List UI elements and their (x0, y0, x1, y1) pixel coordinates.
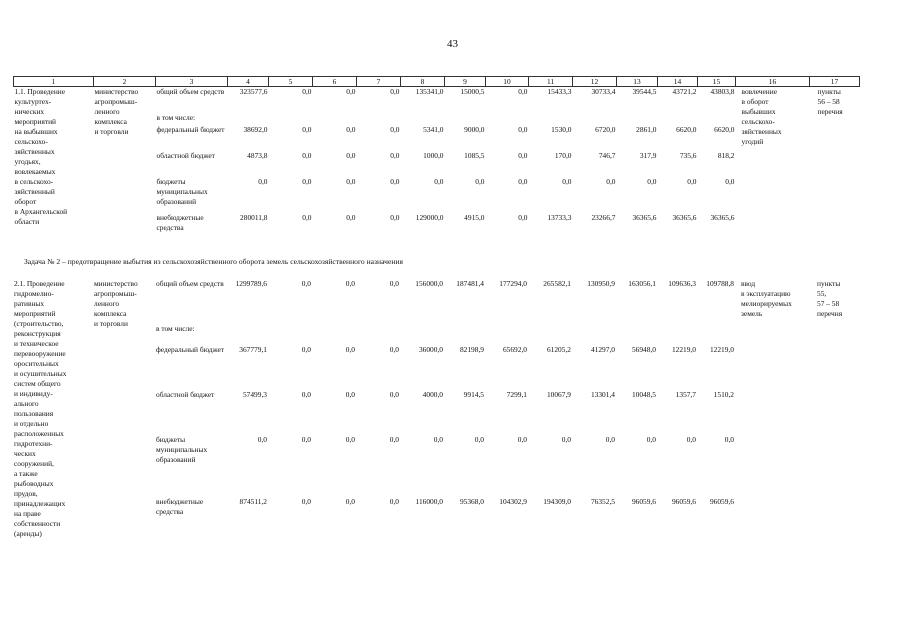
funding-value: 323577,6 (239, 87, 268, 96)
funding-value: 76352,5 (590, 497, 615, 507)
event-name-line: вовлекаемых (14, 167, 56, 176)
funding-value (268, 324, 312, 345)
funding-value: 0,0 (389, 344, 399, 354)
funding-value (313, 113, 357, 125)
event-name-line: оросительных (14, 359, 59, 368)
funding-value: 0,0 (518, 150, 528, 160)
funding-value: 1530,0 (551, 124, 572, 134)
task-2-heading: Задача № 2 – предотвращение выбытия из сельскохозяйственного оборота земель сельскохозяйственного назначения (24, 257, 403, 266)
executor-line: агропромыш- (94, 289, 137, 298)
funding-value: 0,0 (687, 176, 697, 186)
funding-value: 23266,7 (591, 212, 616, 222)
funding-value: 116000,0 (415, 497, 443, 507)
funding-value: 0,0 (346, 176, 356, 186)
list-reference-line: 56 – 58 (817, 97, 840, 106)
funding-value (444, 324, 485, 345)
funding-value: 0,0 (724, 434, 734, 444)
funding-value (485, 324, 528, 345)
funding-value: 156000,0 (415, 279, 443, 288)
funding-value: 0,0 (433, 434, 443, 444)
list-reference-line: пункты (817, 279, 841, 288)
list-reference-line: перечня (817, 309, 843, 318)
column-number-row (14, 77, 860, 87)
list-reference-line: перечня (817, 107, 843, 116)
funding-value: 109788,8 (706, 279, 734, 288)
funding-value: 0,0 (517, 434, 527, 444)
funding-value: 0,0 (474, 434, 484, 444)
executor-line: и торговли (94, 127, 129, 136)
funding-value: 0,0 (390, 212, 400, 222)
event-name-line: гидромелио- (14, 289, 54, 298)
funding-value: 280011,8 (240, 212, 268, 222)
funding-value (529, 113, 573, 125)
funding-value (228, 113, 269, 125)
event-name-line: и осушительных (14, 369, 67, 378)
funding-value: 0,0 (562, 176, 572, 186)
funding-value: 0,0 (346, 150, 356, 160)
funding-value: 0,0 (346, 124, 356, 134)
event-name-line: культуртех- (14, 97, 52, 106)
funding-value: 0,0 (389, 497, 399, 507)
event-name-line: зяйственных (14, 147, 55, 156)
event-name-line: в Архангельской (14, 207, 68, 216)
funding-value: 56948,0 (631, 344, 656, 354)
funding-value: 0,0 (301, 389, 311, 399)
funding-value: 6720,0 (595, 124, 616, 134)
event-name-line: рыбоводных (14, 479, 54, 488)
funding-value: 0,0 (390, 124, 400, 134)
funding-value: 0,0 (346, 87, 356, 96)
funding-source: общий объем средств (156, 279, 224, 288)
result-indicator-line: угодий (741, 137, 764, 146)
funding-value (572, 324, 616, 345)
funding-value: 130950,9 (587, 279, 615, 288)
result-indicator-line: мелиорируемых (741, 299, 792, 308)
column-number: 6 (313, 77, 357, 87)
funding-value (401, 113, 445, 125)
funding-value: 0,0 (302, 150, 312, 160)
funding-value: 0,0 (345, 434, 355, 444)
funding-source: в том числе: (156, 324, 195, 334)
list-reference-line: 55, (817, 289, 827, 298)
funding-source: в том числе: (156, 112, 196, 122)
funding-value: 0,0 (518, 87, 528, 96)
funding-value: 36365,6 (672, 212, 697, 222)
program-table (13, 76, 860, 237)
funding-value: 0,0 (390, 176, 400, 186)
funding-value: 82198,9 (459, 344, 484, 354)
executor-line: министерство (94, 279, 138, 288)
event-name (14, 87, 94, 237)
funding-value: 1085,5 (464, 150, 485, 160)
funding-source: федеральный бюджет (156, 344, 225, 354)
funding-value: 170,0 (554, 150, 572, 160)
funding-value: 0,0 (475, 176, 485, 186)
funding-value: 10048,5 (631, 389, 656, 399)
funding-value (616, 324, 657, 345)
funding-value: 735,6 (679, 150, 697, 160)
event-name-line: зяйственный (14, 187, 55, 196)
event-name-line: и индивиду- (14, 389, 53, 398)
column-number: 5 (269, 77, 313, 87)
event-name-line: на праве (14, 509, 41, 518)
funding-value: 0,0 (518, 176, 528, 186)
column-number: 1 (14, 77, 94, 87)
event-name-line: а также (14, 469, 38, 478)
funding-value: 0,0 (389, 279, 399, 288)
funding-source: бюджеты муниципальных образований (156, 434, 208, 464)
funding-value: 818,2 (717, 150, 735, 160)
funding-value: 0,0 (686, 434, 696, 444)
executor-line: агропромыш- (94, 97, 138, 106)
event-name-line: сельскохо- (14, 137, 48, 146)
funding-value: 9914,5 (463, 389, 484, 399)
event-name-line: реконструкция (14, 329, 61, 338)
funding-value (658, 113, 698, 125)
funding-value: 0,0 (390, 150, 400, 160)
column-number: 2 (94, 77, 156, 87)
funding-value: 95368,0 (459, 497, 484, 507)
event-name-line: собственности (14, 519, 61, 528)
event-name-line: гидротехни- (14, 439, 53, 448)
funding-value: 0,0 (302, 124, 312, 134)
event-name-line: систем общего (14, 379, 61, 388)
event-name-line: 1.1. Проведение (14, 87, 66, 96)
result-indicator-line: вовлечение (741, 87, 777, 96)
event-name-line: угодьях, (14, 157, 41, 166)
funding-value: 10067,9 (546, 389, 571, 399)
funding-value (528, 324, 572, 345)
funding-value: 61205,2 (546, 344, 571, 354)
funding-value: 36365,6 (710, 212, 735, 222)
funding-value: 96059,6 (709, 497, 734, 507)
event-name-line: мероприятий (14, 309, 56, 318)
funding-value: 13733,3 (547, 212, 572, 222)
column-number: 11 (529, 77, 573, 87)
result-indicator (735, 279, 809, 539)
result-indicator-line: в оборот (741, 97, 769, 106)
event-name (13, 279, 93, 539)
funding-row (13, 279, 859, 324)
funding-value: 0,0 (345, 497, 355, 507)
funding-value (486, 113, 529, 125)
event-name-line: оборот (14, 197, 37, 206)
event-name-line: и техническое (14, 339, 59, 348)
column-number: 15 (698, 77, 736, 87)
funding-source: областной бюджет (156, 150, 215, 160)
event-name-line: перевооружение (14, 349, 66, 358)
section-1-1 (14, 87, 860, 237)
funding-value: 0,0 (725, 176, 735, 186)
column-number: 10 (486, 77, 529, 87)
event-name-line: прудов, (14, 489, 38, 498)
result-indicator-line: сельскохо- (741, 117, 775, 126)
funding-value: 1510,2 (713, 389, 734, 399)
event-name-line: принадлежащих (14, 499, 66, 508)
funding-value: 30733,4 (591, 87, 616, 96)
funding-value: 15000,5 (460, 87, 485, 96)
funding-value: 7299,1 (506, 389, 527, 399)
funding-value: 57499,3 (242, 389, 267, 399)
result-indicator (736, 87, 810, 237)
funding-value: 0,0 (257, 434, 267, 444)
funding-value: 96059,6 (631, 497, 656, 507)
funding-value: 0,0 (647, 176, 657, 186)
funding-value (269, 113, 313, 125)
funding-value: 135341,0 (415, 87, 444, 96)
funding-value: 36365,6 (632, 212, 657, 222)
funding-value: 109636,3 (668, 279, 696, 288)
event-name-line: мероприятий (14, 117, 56, 126)
page-number: 43 (447, 38, 458, 50)
funding-source: федеральный бюджет (156, 124, 225, 134)
funding-value: 317,9 (639, 150, 657, 160)
funding-value (312, 324, 356, 345)
funding-source: общий объем средств (156, 87, 225, 96)
executor-line: министерство (94, 87, 139, 96)
event-name-line: сооружений, (14, 459, 54, 468)
funding-value: 129000,0 (415, 212, 444, 222)
event-name-line: на выбывших (14, 127, 58, 136)
funding-value (227, 324, 268, 345)
result-indicator-line: выбывших (741, 107, 776, 116)
funding-value: 1000,0 (423, 150, 444, 160)
funding-value: 0,0 (434, 176, 444, 186)
funding-value: 0,0 (646, 434, 656, 444)
event-name-line: (аренды) (14, 529, 42, 538)
funding-value: 874511,2 (239, 497, 267, 507)
result-indicator-line: ввод (741, 279, 756, 288)
executor (93, 279, 155, 539)
funding-value: 0,0 (301, 497, 311, 507)
funding-value (400, 324, 444, 345)
event-name-line: области (14, 217, 40, 226)
event-name-line: пользования (14, 409, 54, 418)
column-number: 17 (810, 77, 860, 87)
funding-value: 0,0 (346, 212, 356, 222)
executor (94, 87, 156, 237)
funding-value: 0,0 (561, 434, 571, 444)
funding-value: 104302,9 (499, 497, 527, 507)
column-number: 12 (573, 77, 617, 87)
funding-value: 0,0 (302, 212, 312, 222)
event-name-line: (строительство, (14, 319, 64, 328)
executor-line: комплекса (94, 117, 127, 126)
funding-value: 41297,0 (590, 344, 615, 354)
list-reference (809, 279, 859, 539)
funding-value: 0,0 (301, 434, 311, 444)
column-number: 8 (401, 77, 445, 87)
funding-value: 187481,4 (456, 279, 484, 288)
column-number: 4 (228, 77, 269, 87)
list-reference-line: 57 – 58 (817, 299, 840, 308)
funding-source: областной бюджет (156, 389, 215, 399)
funding-value: 13301,4 (590, 389, 615, 399)
funding-value: 0,0 (605, 434, 615, 444)
funding-value (445, 113, 486, 125)
funding-value: 15433,3 (547, 87, 572, 96)
event-name-line: в сельскохо- (14, 177, 54, 186)
funding-value: 0,0 (301, 344, 311, 354)
funding-value: 0,0 (389, 389, 399, 399)
funding-value: 0,0 (518, 212, 528, 222)
section-2-1 (13, 279, 859, 539)
funding-value: 39544,5 (632, 87, 657, 96)
event-name-line: ративных (14, 299, 45, 308)
executor-line: ленного (94, 107, 120, 116)
funding-value: 1299789,6 (235, 279, 267, 288)
funding-value: 4000,0 (422, 389, 443, 399)
result-indicator-line: в эксплуатацию (741, 289, 791, 298)
funding-value: 265582,1 (543, 279, 571, 288)
funding-value: 36000,0 (418, 344, 443, 354)
event-name-line: ального (14, 399, 39, 408)
funding-value (573, 113, 617, 125)
executor-line: ленного (94, 299, 120, 308)
column-number: 3 (156, 77, 228, 87)
funding-value (698, 113, 736, 125)
column-number: 13 (617, 77, 658, 87)
result-indicator-line: земель (741, 309, 763, 318)
funding-value: 163056,1 (628, 279, 656, 288)
funding-value: 5341,0 (423, 124, 444, 134)
funding-value (356, 324, 400, 345)
list-reference-line: пункты (817, 87, 841, 96)
funding-value: 0,0 (345, 389, 355, 399)
funding-source: бюджеты муниципальных образований (156, 176, 208, 206)
funding-value: 0,0 (345, 344, 355, 354)
funding-value: 6620,0 (714, 124, 735, 134)
event-name-line: 2.1. Проведение (14, 279, 65, 288)
funding-value: 367779,1 (239, 344, 267, 354)
funding-value: 9000,0 (464, 124, 485, 134)
funding-value: 0,0 (302, 176, 312, 186)
event-name-line: ческих (14, 449, 36, 458)
column-number: 9 (445, 77, 486, 87)
funding-value: 0,0 (302, 87, 312, 96)
funding-value: 65692,0 (502, 344, 527, 354)
funding-row (14, 87, 860, 113)
list-reference (810, 87, 860, 237)
program-table-continued (13, 279, 859, 539)
executor-line: комплекса (94, 309, 127, 318)
column-number: 16 (736, 77, 810, 87)
funding-value: 6620,0 (676, 124, 697, 134)
funding-value: 0,0 (606, 176, 616, 186)
funding-value (617, 113, 658, 125)
funding-value: 0,0 (389, 434, 399, 444)
result-indicator-line: зяйственных (741, 127, 782, 136)
funding-value: 0,0 (345, 279, 355, 288)
funding-value: 0,0 (301, 279, 311, 288)
funding-value: 0,0 (390, 87, 400, 96)
funding-source: внебюджетные средства (156, 212, 204, 232)
funding-source: внебюджетные средства (156, 497, 204, 517)
event-name-line: нических (14, 107, 45, 116)
funding-value: 96059,6 (671, 497, 696, 507)
event-name-line: и отдельно (14, 419, 49, 428)
funding-value: 194309,0 (543, 497, 571, 507)
funding-value: 4915,0 (464, 212, 485, 222)
funding-value: 43803,8 (710, 87, 735, 96)
funding-value: 12219,0 (671, 344, 696, 354)
funding-value: 177294,0 (499, 279, 527, 288)
event-name-line: расположенных (14, 429, 64, 438)
executor-line: и торговли (94, 319, 128, 328)
funding-value: 0,0 (258, 176, 268, 186)
funding-value: 0,0 (518, 124, 528, 134)
funding-value: 43721,2 (672, 87, 697, 96)
funding-value (657, 324, 697, 345)
funding-value: 38692,0 (243, 124, 268, 134)
funding-value: 746,7 (598, 150, 616, 160)
funding-value (357, 113, 401, 125)
funding-value: 4873,8 (247, 150, 268, 160)
funding-value (697, 324, 735, 345)
column-number: 7 (357, 77, 401, 87)
funding-value: 12219,0 (709, 344, 734, 354)
funding-value: 2861,0 (636, 124, 657, 134)
column-number: 14 (658, 77, 698, 87)
funding-value: 1357,7 (675, 389, 696, 399)
